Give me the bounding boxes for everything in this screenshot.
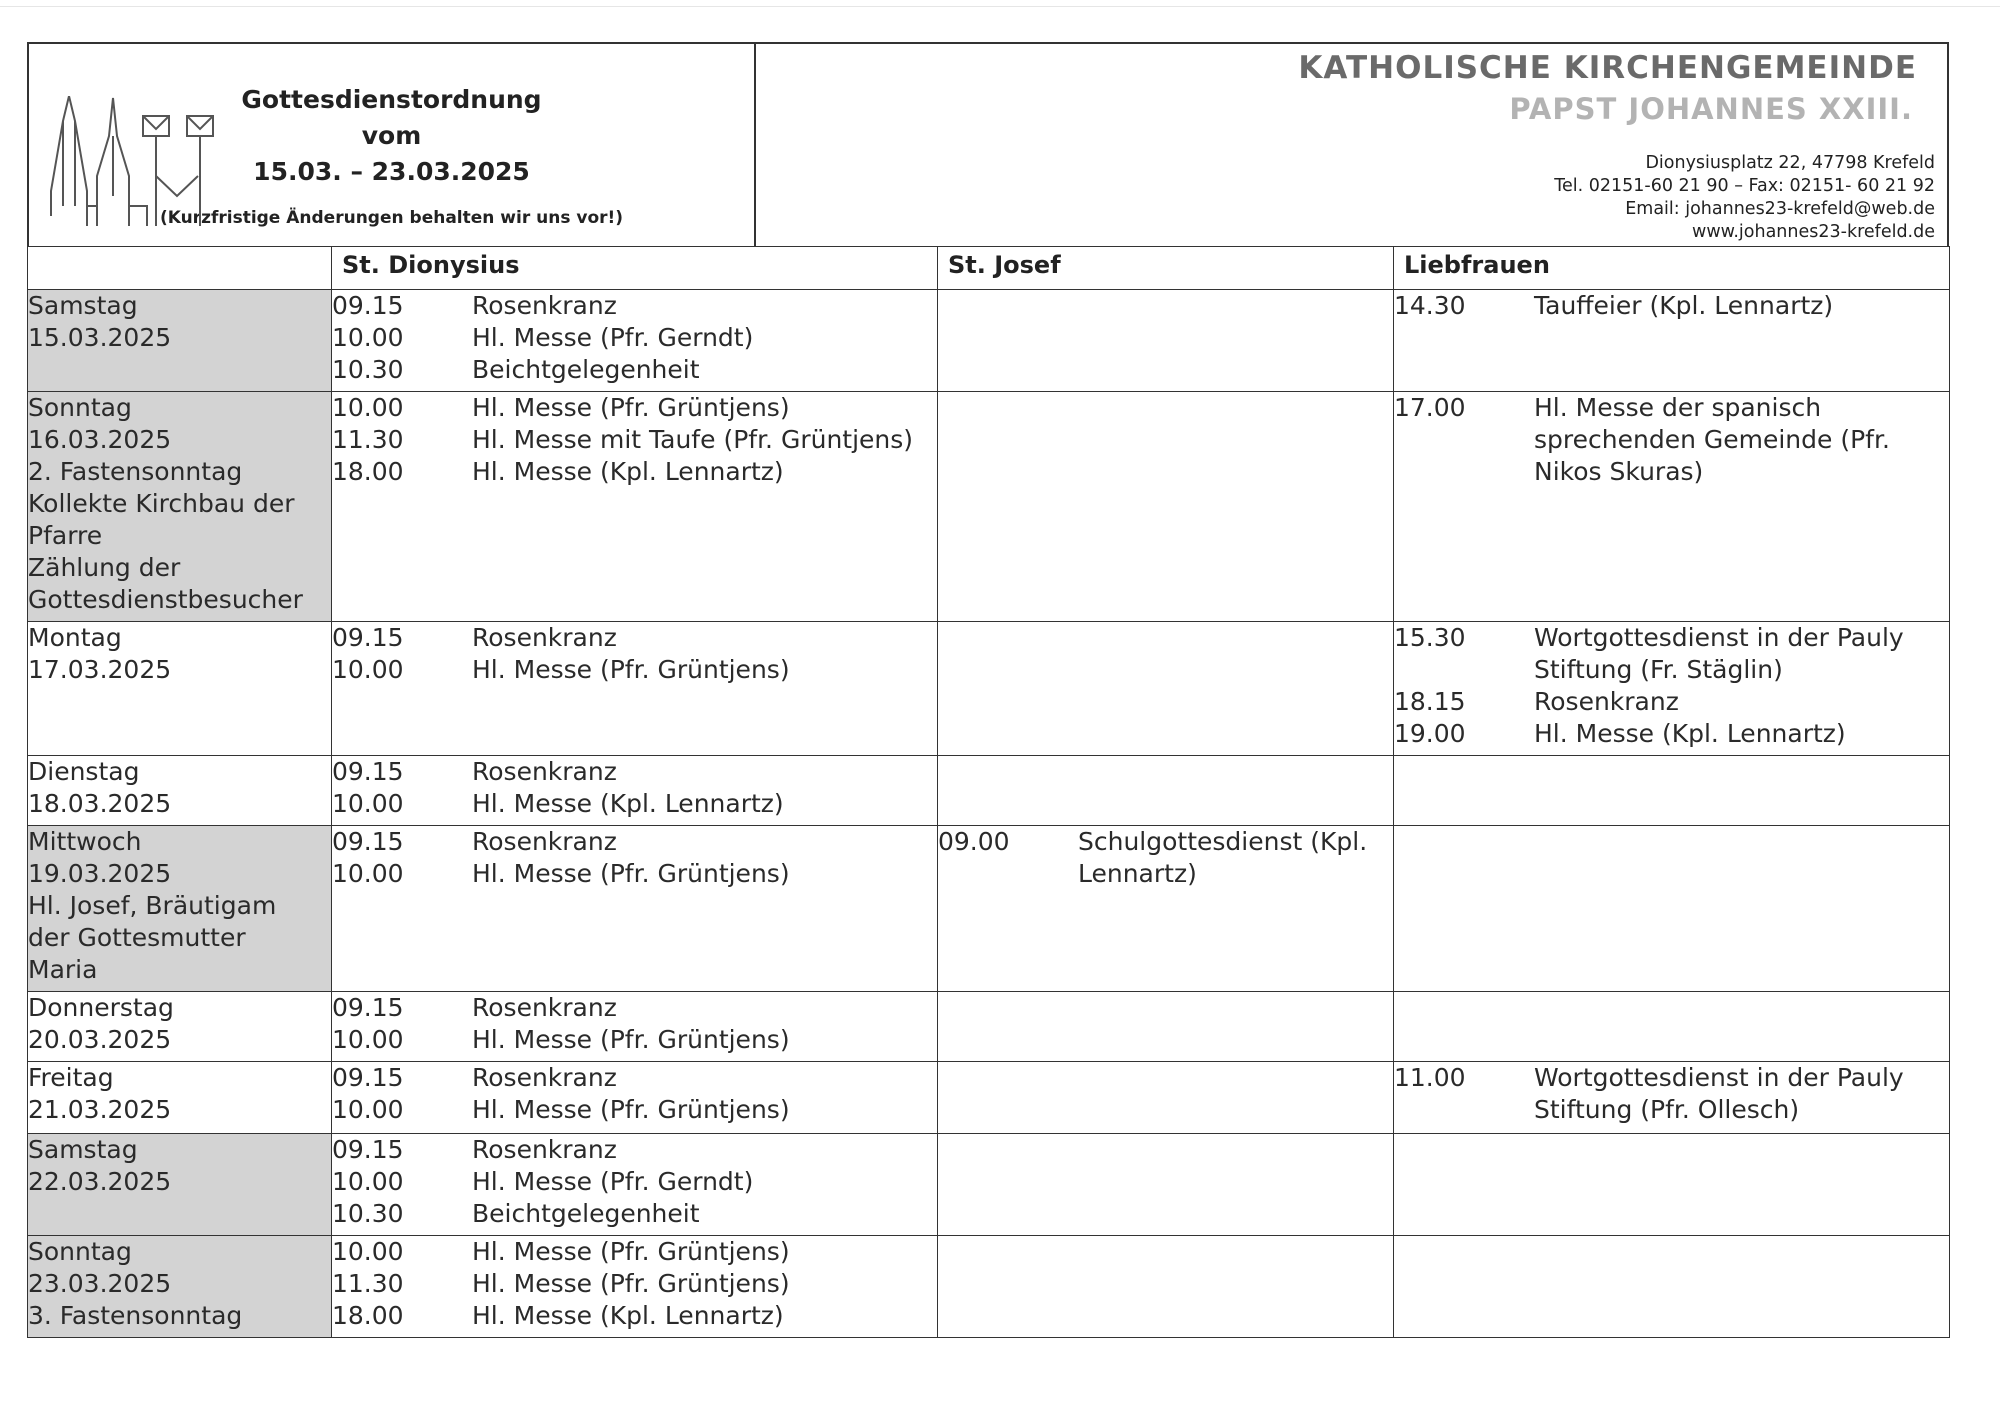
cell-liebfrauen (1394, 392, 1950, 622)
service-entry (332, 290, 937, 322)
service-entry (938, 826, 1393, 890)
document-title: Gottesdienstordnung (241, 85, 542, 114)
day-cell (28, 290, 332, 392)
day-name: Donnerstag (28, 993, 174, 1022)
table-row (28, 1134, 1950, 1236)
cell-josef (938, 1062, 1394, 1134)
service-time: 09.15 (332, 1063, 404, 1092)
service-entry (1394, 290, 1949, 322)
cell-dionysius (332, 756, 938, 826)
cell-josef (938, 392, 1394, 622)
cell-dionysius (332, 290, 938, 392)
table-header-row (28, 247, 1950, 290)
service-entry (332, 654, 937, 686)
service-description: Wortgottesdienst in der Pauly Stiftung (Fr. Stäglin) (1534, 623, 1904, 684)
table-row (28, 290, 1950, 392)
service-time: 18.00 (332, 457, 404, 486)
cell-dionysius (332, 1062, 938, 1134)
service-time: 10.00 (332, 1025, 404, 1054)
service-description: Hl. Messe (Kpl. Lennartz) (472, 789, 784, 818)
service-time: 17.00 (1394, 393, 1466, 422)
service-description: Beichtgelegenheit (472, 355, 700, 384)
service-description: Tauffeier (Kpl. Lennartz) (1534, 291, 1834, 320)
service-time: 09.15 (332, 827, 404, 856)
email: Email: johannes23-krefeld@web.de (1625, 199, 1935, 219)
service-entry (332, 1134, 937, 1166)
service-entry (332, 392, 937, 424)
website: www.johannes23-krefeld.de (1692, 222, 1935, 242)
cell-dionysius (332, 826, 938, 992)
document-header (27, 42, 1949, 246)
day-note: Maria (28, 955, 98, 984)
service-description: Rosenkranz (1534, 687, 1679, 716)
service-entry (332, 1062, 937, 1094)
service-time: 10.00 (332, 323, 404, 352)
service-entry (332, 1236, 937, 1268)
service-time: 09.15 (332, 757, 404, 786)
day-note: Pfarre (28, 521, 103, 550)
organization-name: KATHOLISCHE KIRCHENGEMEINDE (1298, 50, 1917, 86)
service-entry (332, 1198, 937, 1230)
table-row (28, 1062, 1950, 1134)
cell-josef (938, 1134, 1394, 1236)
day-cell (28, 756, 332, 826)
service-entry (332, 826, 937, 858)
service-time: 09.15 (332, 993, 404, 1022)
title-vom: vom (361, 121, 422, 150)
service-description: Hl. Messe der spanisch sprechenden Gemeinde (Pfr. Nikos Skuras) (1534, 393, 1890, 486)
day-note: Zählung der (28, 553, 181, 582)
table-row (28, 622, 1950, 756)
service-description: Rosenkranz (472, 757, 617, 786)
day-date: 22.03.2025 (28, 1167, 172, 1196)
service-description: Rosenkranz (472, 827, 617, 856)
table-row (28, 756, 1950, 826)
day-name: Dienstag (28, 757, 140, 786)
day-note: der Gottesmutter (28, 923, 246, 952)
column-header-day (28, 247, 332, 290)
service-time: 10.00 (332, 393, 404, 422)
day-name: Samstag (28, 291, 138, 320)
day-name: Sonntag (28, 393, 132, 422)
service-entry (332, 788, 937, 820)
service-description: Schulgottesdienst (Kpl. Lennartz) (1078, 827, 1368, 888)
service-description: Hl. Messe (Kpl. Lennartz) (472, 1301, 784, 1330)
day-cell (28, 992, 332, 1062)
cell-liebfrauen (1394, 1134, 1950, 1236)
cell-liebfrauen (1394, 1236, 1950, 1338)
service-entry (1394, 622, 1949, 686)
service-description: Hl. Messe (Pfr. Grüntjens) (472, 655, 790, 684)
cell-liebfrauen (1394, 756, 1950, 826)
cell-josef (938, 992, 1394, 1062)
service-time: 11.30 (332, 1269, 404, 1298)
service-entry (332, 1024, 937, 1056)
cell-josef (938, 290, 1394, 392)
cell-dionysius (332, 1236, 938, 1338)
service-entry (1394, 686, 1949, 718)
day-name: Montag (28, 623, 122, 652)
day-date: 21.03.2025 (28, 1095, 172, 1124)
service-entry (1394, 718, 1949, 750)
cell-liebfrauen (1394, 826, 1950, 992)
service-entry (332, 756, 937, 788)
service-description: Rosenkranz (472, 1063, 617, 1092)
service-entry (332, 322, 937, 354)
day-date: 15.03.2025 (28, 323, 172, 352)
cell-dionysius (332, 992, 938, 1062)
service-time: 09.15 (332, 1135, 404, 1164)
cell-josef (938, 826, 1394, 992)
day-date: 16.03.2025 (28, 425, 172, 454)
service-description: Hl. Messe (Pfr. Gerndt) (472, 1167, 754, 1196)
service-description: Hl. Messe (Pfr. Grüntjens) (472, 1025, 790, 1054)
service-description: Hl. Messe (Kpl. Lennartz) (1534, 719, 1846, 748)
service-description: Hl. Messe (Pfr. Grüntjens) (472, 1269, 790, 1298)
contact-block (1554, 152, 1935, 244)
day-name: Samstag (28, 1135, 138, 1164)
service-time: 09.15 (332, 623, 404, 652)
day-date: 19.03.2025 (28, 859, 172, 888)
service-time: 10.30 (332, 355, 404, 384)
service-time: 09.00 (938, 827, 1010, 856)
cell-liebfrauen (1394, 622, 1950, 756)
top-divider (0, 6, 2000, 7)
service-description: Rosenkranz (472, 291, 617, 320)
day-date: 18.03.2025 (28, 789, 172, 818)
day-cell (28, 392, 332, 622)
service-time: 10.00 (332, 655, 404, 684)
service-time: 14.30 (1394, 291, 1466, 320)
service-description: Rosenkranz (472, 993, 617, 1022)
service-time: 09.15 (332, 291, 404, 320)
service-time: 10.00 (332, 859, 404, 888)
service-description: Wortgottesdienst in der Pauly Stiftung (Pfr. Ollesch) (1534, 1063, 1904, 1124)
service-entry (332, 858, 937, 890)
service-description: Hl. Messe (Pfr. Gerndt) (472, 323, 754, 352)
table-row (28, 1236, 1950, 1338)
day-note: 3. Fastensonntag (28, 1301, 243, 1330)
service-time: 10.00 (332, 789, 404, 818)
day-name: Sonntag (28, 1237, 132, 1266)
cell-dionysius (332, 1134, 938, 1236)
phone-fax: Tel. 02151-60 21 90 – Fax: 02151- 60 21 92 (1554, 176, 1935, 196)
day-cell (28, 1134, 332, 1236)
service-entry (332, 1166, 937, 1198)
service-description: Hl. Messe (Pfr. Grüntjens) (472, 1237, 790, 1266)
day-cell (28, 1236, 332, 1338)
column-header-liebfrauen: Liebfrauen (1394, 247, 1950, 290)
service-time: 19.00 (1394, 719, 1466, 748)
service-entry (332, 1094, 937, 1126)
day-date: 17.03.2025 (28, 655, 172, 684)
cell-liebfrauen (1394, 992, 1950, 1062)
service-description: Hl. Messe (Pfr. Grüntjens) (472, 393, 790, 422)
day-name: Freitag (28, 1063, 114, 1092)
schedule-table (27, 246, 1950, 1338)
service-entry (332, 622, 937, 654)
day-name: Mittwoch (28, 827, 142, 856)
day-note: 2. Fastensonntag (28, 457, 243, 486)
column-header-st-dionysius: St. Dionysius (332, 247, 938, 290)
service-description: Beichtgelegenheit (472, 1199, 700, 1228)
cell-liebfrauen (1394, 290, 1950, 392)
day-date: 20.03.2025 (28, 1025, 172, 1054)
service-time: 11.30 (332, 425, 404, 454)
service-entry (1394, 392, 1949, 488)
day-date: 23.03.2025 (28, 1269, 172, 1298)
service-entry (332, 1300, 937, 1332)
service-entry (332, 1268, 937, 1300)
service-description: Hl. Messe mit Taufe (Pfr. Grüntjens) (472, 425, 914, 454)
day-cell (28, 622, 332, 756)
column-header-st-josef: St. Josef (938, 247, 1394, 290)
service-entry (332, 992, 937, 1024)
service-description: Hl. Messe (Kpl. Lennartz) (472, 457, 784, 486)
change-notice: (Kurzfristige Änderungen behalten wir uns vor!) (159, 208, 624, 228)
cell-josef (938, 1236, 1394, 1338)
day-cell (28, 1062, 332, 1134)
cell-josef (938, 756, 1394, 826)
cell-dionysius (332, 622, 938, 756)
day-cell (28, 826, 332, 992)
service-time: 10.00 (332, 1237, 404, 1266)
cell-josef (938, 622, 1394, 756)
church-logo-icon (47, 96, 277, 228)
date-range: 15.03. – 23.03.2025 (253, 157, 530, 186)
service-entry (1394, 1062, 1949, 1126)
day-note: Hl. Josef, Bräutigam (28, 891, 277, 920)
service-time: 10.00 (332, 1095, 404, 1124)
table-row (28, 826, 1950, 992)
day-note: Kollekte Kirchbau der (28, 489, 295, 518)
address: Dionysiusplatz 22, 47798 Krefeld (1645, 153, 1935, 173)
service-description: Hl. Messe (Pfr. Grüntjens) (472, 1095, 790, 1124)
service-time: 18.15 (1394, 687, 1466, 716)
service-description: Rosenkranz (472, 623, 617, 652)
table-row (28, 392, 1950, 622)
service-time: 11.00 (1394, 1063, 1466, 1092)
cell-liebfrauen (1394, 1062, 1950, 1134)
service-time: 10.30 (332, 1199, 404, 1228)
day-note: Gottesdienstbesucher (28, 585, 303, 614)
service-entry (332, 456, 937, 488)
service-entry (332, 354, 937, 386)
service-description: Rosenkranz (472, 1135, 617, 1164)
service-description: Hl. Messe (Pfr. Grüntjens) (472, 859, 790, 888)
service-time: 18.00 (332, 1301, 404, 1330)
service-entry (332, 424, 937, 456)
table-row (28, 992, 1950, 1062)
cell-dionysius (332, 392, 938, 622)
organization-subtitle: PAPST JOHANNES XXIII. (1509, 92, 1913, 126)
service-time: 15.30 (1394, 623, 1466, 652)
service-time: 10.00 (332, 1167, 404, 1196)
